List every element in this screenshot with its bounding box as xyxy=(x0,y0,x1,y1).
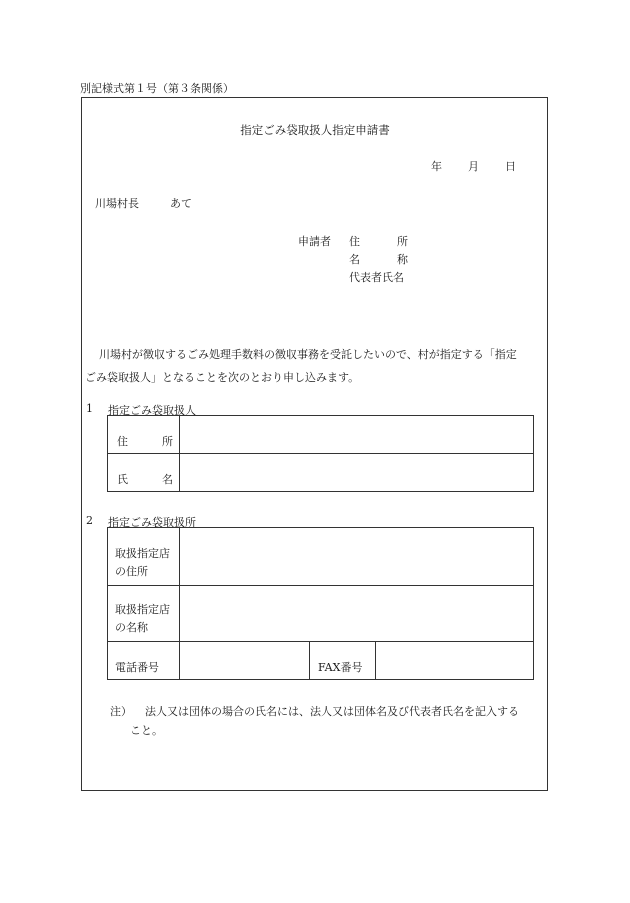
table-row xyxy=(108,642,534,680)
section1-heading: 指定ごみ袋取扱人 xyxy=(108,404,196,417)
applicant-representative: 代表者氏名 xyxy=(349,271,404,284)
addressee-name: 川場村長 xyxy=(95,197,139,210)
applicant-name-char-1: 名 xyxy=(349,253,360,266)
store-address-label-line-1: 取扱指定店 xyxy=(115,547,170,560)
note-line-2: こと。 xyxy=(130,724,163,737)
table-row xyxy=(108,416,534,454)
table-row xyxy=(108,528,534,586)
form-number: 別記様式第１号（第３条関係） xyxy=(80,82,234,95)
name-label-char-2: 名 xyxy=(162,473,173,486)
name-label-cell xyxy=(108,454,180,492)
document-title: 指定ごみ袋取扱人指定申請書 xyxy=(240,123,390,137)
phone-input-cell[interactable] xyxy=(180,642,310,680)
addressee-suffix: あて xyxy=(170,197,192,210)
applicant-label: 申請者 xyxy=(298,235,331,248)
date-year: 年 xyxy=(431,160,442,173)
body-paragraph xyxy=(86,343,548,389)
store-address-label-cell xyxy=(108,528,180,586)
section1-table xyxy=(107,415,534,492)
fax-label-cell xyxy=(310,642,376,680)
store-name-label-line-1: 取扱指定店 xyxy=(115,603,170,616)
address-input-cell[interactable] xyxy=(180,416,534,454)
store-address-input-cell[interactable] xyxy=(180,528,534,586)
name-label-char-1: 氏 xyxy=(117,473,128,486)
applicant-address-char-1: 住 xyxy=(349,235,360,248)
body-line-2: ごみ袋取扱人」となることを次のとおり申し込みます。 xyxy=(85,371,360,384)
applicant-name-char-2: 称 xyxy=(397,253,408,266)
address-label-cell xyxy=(108,416,180,454)
body-line-1: 川場村が徴収するごみ処理手数料の徴収事務を受託したいので、村が指定する「指定 xyxy=(99,348,517,361)
store-name-input-cell[interactable] xyxy=(180,586,534,642)
address-label-char-2: 所 xyxy=(162,435,173,448)
date-day: 日 xyxy=(505,160,516,173)
phone-label: 電話番号 xyxy=(115,661,159,674)
date-month: 月 xyxy=(468,160,479,173)
address-label-char-1: 住 xyxy=(117,435,128,448)
store-address-label-line-2: の住所 xyxy=(115,565,148,578)
name-input-cell[interactable] xyxy=(180,454,534,492)
section1-number: 1 xyxy=(86,402,93,415)
fax-input-cell[interactable] xyxy=(376,642,534,680)
note-prefix: 注） xyxy=(110,705,132,718)
section2-table xyxy=(107,527,534,680)
phone-label-cell xyxy=(108,642,180,680)
note-line-1: 法人又は団体の場合の氏名には、法人又は団体名及び代表者氏名を記入する xyxy=(145,705,519,718)
table-row xyxy=(108,586,534,642)
table-row xyxy=(108,454,534,492)
applicant-address-char-2: 所 xyxy=(397,235,408,248)
fax-label: FAX番号 xyxy=(318,661,363,674)
store-name-label-cell xyxy=(108,586,180,642)
section2-heading: 指定ごみ袋取扱所 xyxy=(108,516,196,529)
store-name-label-line-2: の名称 xyxy=(115,621,148,634)
section2-number: 2 xyxy=(86,514,93,527)
